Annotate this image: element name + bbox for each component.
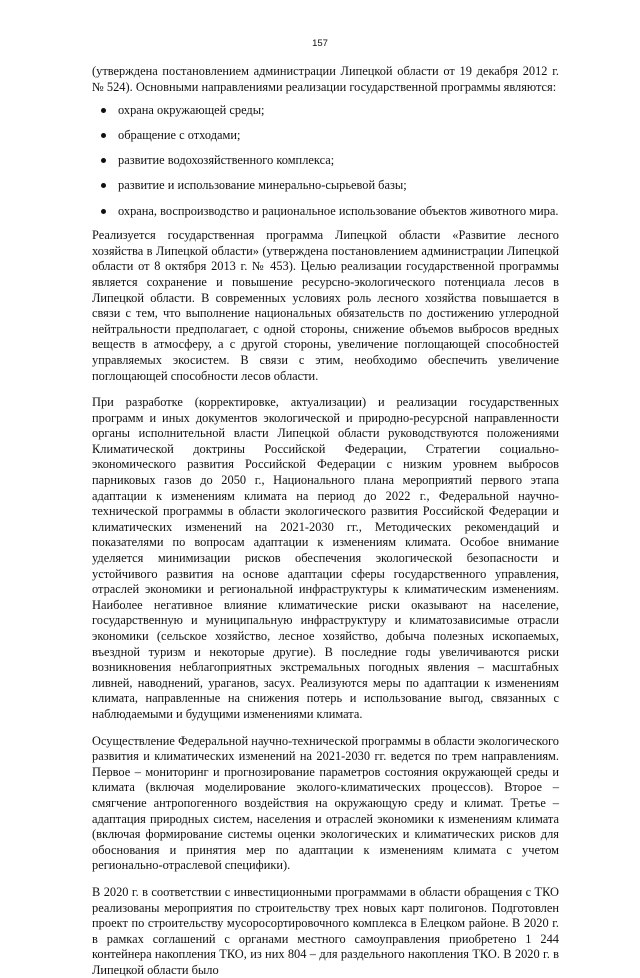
list-item-text: развитие водохозяйственного комплекса; bbox=[118, 153, 335, 168]
program-directions-list bbox=[92, 103, 559, 219]
list-item-text: охрана окружающей среды; bbox=[118, 103, 265, 118]
bullet-icon bbox=[101, 158, 106, 163]
waste-management-paragraph: В 2020 г. в соответствии с инвестиционными программами в области обращения с ТКО реализованы мероприятия по строительству трех новых карт полигонов. Подготовлен проект по строительству мусоросортировочного комплекса в Елецком районе. В 2020 г. в рамках соглашений с органами местного самоуправления приобретено 1 244 контейнера накопления ТКО, из них 804 – для раздельного накопления ТКО. В 2020 г. в Липецкой области было bbox=[92, 884, 559, 977]
intro-paragraph: (утверждена постановлением администрации Липецкой области от 19 декабря 2012 г. № 524). Основными направлениями реализации государственной программы являются: bbox=[92, 64, 559, 94]
bullet-icon bbox=[101, 108, 106, 113]
federal-program-paragraph: Осуществление Федеральной научно-технической программы в области экологического развития и климатических изменений на 2021-2030 гг. ведется по трем направлениям. Первое – мониторинг и прогнозирование параметров состояния окружающей среды и климата (включая моделирование эколого-климатических процессов). Второе – смягчение антропогенного воздействия на окружающую среду и климат. Третье – адаптация природных систем, населения и отраслей экономики к изменениям климата (включая формирование системы оценки экологических и климатических рисков для обоснования и принятия мер по адаптации к изменениям климата с учетом регионально-отраслевой специфики). bbox=[92, 733, 559, 873]
list-item bbox=[92, 153, 559, 169]
bullet-icon bbox=[101, 133, 106, 138]
bullet-icon bbox=[101, 209, 106, 214]
paragraph-gap bbox=[92, 384, 559, 395]
climate-documents-paragraph: При разработке (корректировке, актуализации) и реализации государственных программ и иных документов экологической и природно-ресурсной направленности органы исполнительной власти Липецкой области руководствуются положениями Климатической доктрины Российской Федерации, Стратегии социально-экономического развития Российской Федерации с низким уровнем выбросов парниковых газов до 2050 г., Национального плана мероприятий первого этапа адаптации к изменениям климата на период до 2022 г., Федеральной научно-технической программы в области экологического развития Российской Федерации и климатических изменений на 2021-2030 гг., Методических рекомендаций и показателями по вопросам адаптации к изменениям климата. Особое внимание уделяется минимизации рисков обеспечения экологической безопасности и устойчивого развития на основе адаптации сферы государственного управления, отраслей экономики и региональной инфраструктуры к климатическим изменениям. Наиболее негативное влияние климатические риски оказывают на население, государственную и муниципальную инфраструктуру и климатозависимые отрасли экономики (сельское хозяйство, лесное хозяйство, добыча полезных ископаемых, въездной туризм и некоторые другие). В последние годы увеличиваются риски возникновения неблагоприятных экстремальных погодных явления – масштабных ливней, наводнений, ураганов, засух. Реализуются меры по адаптации к изменениям климата, направленные на снижения потерь и использование выгод, связанных с наблюдаемыми и будущими изменениями климата. bbox=[92, 395, 559, 721]
list-item bbox=[92, 128, 559, 144]
list-item bbox=[92, 178, 559, 194]
forestry-paragraph: Реализуется государственная программа Липецкой области «Развитие лесного хозяйства в Липецкой области» (утверждена постановлением администрации Липецкой области от 8 октября 2013 г. № 453). Целью реализации государственной программы является сохранение и повышение ресурсно-экологического потенциала лесов в Липецкой области. В современных условиях роль лесного хозяйства повышается в связи с тем, что выполнение национальных обязательств по достижению углеродной нейтральности предполагает, с одной стороны, снижение объемов выбросов вредных веществ в атмосферу, а с другой стороны, увеличение поглощающей способностей управляемых экосистем. В связи с этим, необходимо обеспечить увеличение поглощающей способности лесов области. bbox=[92, 228, 559, 383]
list-item-text: обращение с отходами; bbox=[118, 128, 241, 143]
list-item-text: развитие и использование минерально-сырьевой базы; bbox=[118, 178, 407, 193]
bullet-icon bbox=[101, 183, 106, 188]
page-number: 157 bbox=[312, 38, 328, 49]
list-item bbox=[92, 204, 559, 220]
paragraph-gap bbox=[92, 723, 559, 734]
paragraph-gap bbox=[92, 874, 559, 885]
document-body bbox=[92, 64, 559, 978]
list-item bbox=[92, 103, 559, 119]
list-item-text: охрана, воспроизводство и рациональное использование объектов животного мира. bbox=[118, 203, 559, 218]
